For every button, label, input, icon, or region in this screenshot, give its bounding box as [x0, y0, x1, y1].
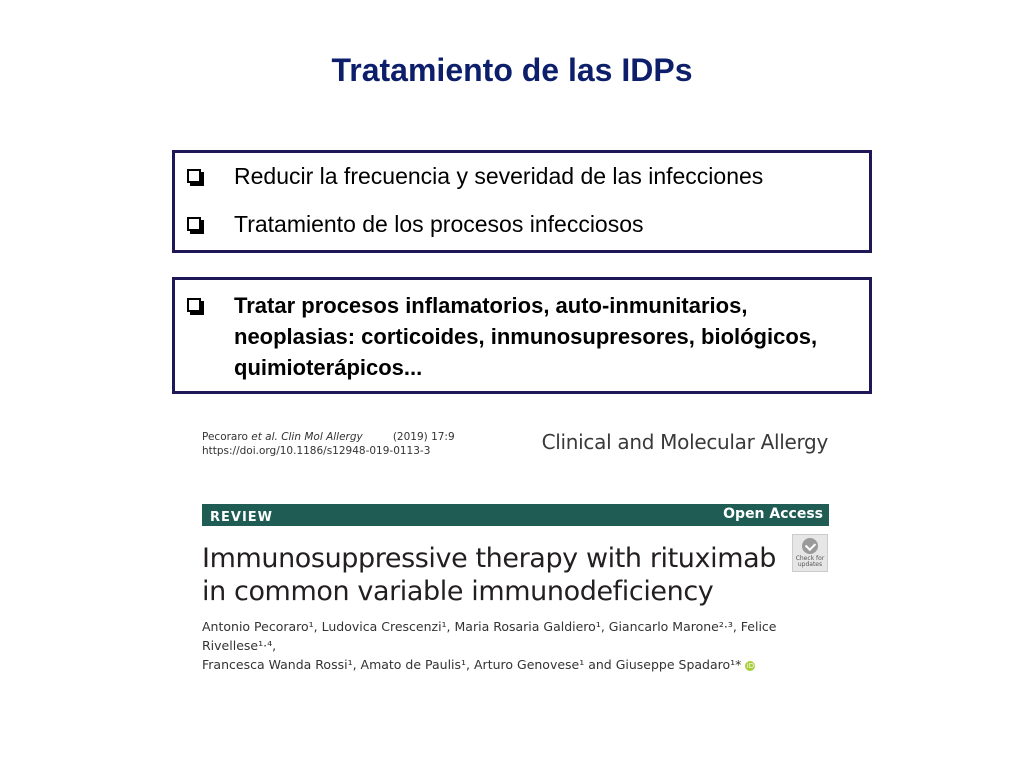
- inflammatory-treatment-box: [172, 277, 872, 394]
- journal-name: Clinical and Molecular Allergy: [541, 430, 828, 454]
- citation-etal: et al.: [251, 431, 278, 443]
- review-bar: [202, 504, 829, 526]
- bullet-text: Reducir la frecuencia y severidad de las infecciones: [234, 163, 764, 189]
- article-title: Immunosuppressive therapy with rituximab in common variable immunodeficiency: [202, 543, 776, 607]
- checkbox-bullet-icon: [187, 298, 201, 312]
- check-updates-text: Check for updates: [795, 555, 825, 568]
- checkbox-bullet-icon: [187, 217, 201, 231]
- bullet-item: [187, 211, 644, 237]
- bullet-item: [187, 290, 854, 383]
- citation-year-volume: (2019) 17:9: [392, 431, 455, 443]
- open-access-label: Open Access: [723, 505, 823, 522]
- bullet-item: [187, 163, 763, 189]
- citation: [202, 430, 455, 458]
- review-label: REVIEW: [210, 509, 274, 525]
- article-clipping: [196, 424, 836, 672]
- authors-line-2-wrap: [202, 655, 822, 674]
- author-list: [202, 617, 822, 674]
- checkbox-bullet-icon: [187, 169, 201, 183]
- check-for-updates-badge[interactable]: [792, 534, 828, 572]
- treatment-goals-box: [172, 150, 872, 253]
- authors-line-2: Francesca Wanda Rossi¹, Amato de Paulis¹, Arturo Genovese¹ and Giuseppe Spadaro¹*: [202, 657, 742, 672]
- check-updates-icon: [802, 538, 818, 554]
- citation-journal: Clin Mol Allergy: [281, 431, 363, 443]
- bullet-text: Tratamiento de los procesos infecciosos: [234, 211, 644, 237]
- slide-title: Tratamiento de las IDPs: [331, 52, 693, 88]
- orcid-icon[interactable]: iD: [746, 661, 755, 670]
- bullet-text: Tratar procesos inflamatorios, auto-inmunitarios, neoplasias: corticoides, inmunosupresores, biológicos, quimioterápicos...: [234, 293, 818, 380]
- authors-line-1: Antonio Pecoraro¹, Ludovica Crescenzi¹, Maria Rosaria Galdiero¹, Giancarlo Marone²·³, Felice Rivellese¹·⁴,: [202, 619, 777, 653]
- citation-authors: Pecoraro: [202, 431, 248, 443]
- doi-link[interactable]: https://doi.org/10.1186/s12948-019-0113-3: [202, 445, 431, 457]
